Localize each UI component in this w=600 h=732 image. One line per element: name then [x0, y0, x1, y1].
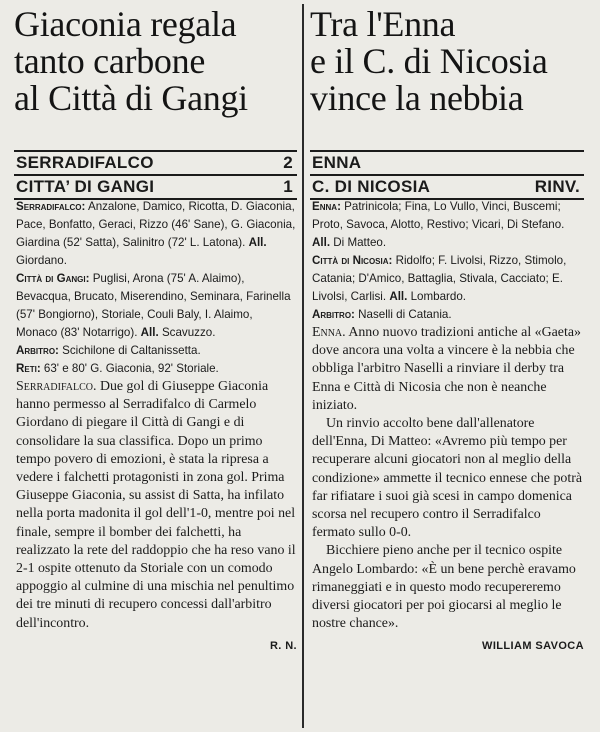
left-headline-line-1: Giaconia regala — [14, 4, 237, 44]
right-away-score: RINV. — [534, 177, 580, 196]
left-home-coach-label: All. — [248, 236, 267, 249]
right-home-coach: Di Matteo. — [330, 236, 387, 249]
left-home-lineup-label: Serradifalco: — [16, 200, 86, 213]
right-away-lineup-text: Ridolfo; F. Livolsi, Rizzo, Stimolo, Catania; D'Amico, Battaglia, Stivala, Cacciato; E. Livolsi, Carlisi. — [312, 254, 567, 303]
right-home-lineup-label: Enna: — [312, 200, 341, 213]
right-headline — [310, 6, 584, 117]
left-article-body — [16, 378, 297, 633]
left-match-details — [16, 198, 297, 655]
right-scoreboard — [310, 150, 584, 200]
right-article-paragraph-3: Bicchiere pieno anche per il tecnico ospite Angelo Lombardo: «È un bene perchè eravamo rimaneggiati e in questo modo recupereremo diversi giocatori per poi giocarsi al meglio le nostre chance». — [312, 543, 576, 632]
left-article — [14, 0, 297, 732]
left-away-lineup-text: Puglisi, Arona (75' A. Alaimo), Bevacqua, Brucato, Miserendino, Seminara, Farinella (57' Bongiorno), Storiale, Couli Baly, I. Alaimo, Monaco (83' Notarrigo). — [16, 272, 291, 339]
right-headline-line-3: vince la nebbia — [310, 78, 524, 118]
right-article — [310, 0, 584, 732]
right-home-lineup-text: Patrinicola; Fina, Lo Vullo, Vinci, Buscemi; Proto, Savoca, Alotto, Restivo; Vicari, Di Stefano. — [312, 200, 565, 231]
right-signature: WILLIAM SAVOCA — [482, 640, 584, 653]
left-referee-label: Arbitro: — [16, 344, 59, 357]
left-scoreboard — [14, 150, 297, 200]
left-away-row — [14, 174, 297, 200]
left-home-lineup-text: Anzalone, Damico, Ricotta, D. Giaconia, Pace, Bonfatto, Geraci, Rizzo (46' Sane), G. Giaconia, Giardina (52' Satta), Salinitro (72' L. Latona). — [16, 200, 296, 249]
right-home-lineup — [312, 198, 584, 252]
left-away-team: CITTA’ DI GANGI — [16, 177, 155, 196]
right-away-row — [310, 174, 584, 200]
left-article-lead: Serradifalco. — [16, 379, 97, 394]
left-headline-line-3: al Città di Gangi — [14, 78, 248, 118]
left-away-coach: Scavuzzo. — [158, 326, 216, 339]
left-referee-text: Scichilone di Caltanissetta. — [58, 344, 201, 357]
right-article-lead: Enna. — [312, 325, 346, 340]
right-article-text-1: Anno nuovo tradizioni antiche al «Gaeta» dove ancora una volta a vincere è la nebbia che obbliga l'arbitro Naselli a rinviare il derby tra Enna e Città di Nicosia che non è neanche iniziato. — [312, 325, 581, 413]
right-referee — [312, 306, 584, 324]
right-home-team: ENNA — [312, 153, 362, 172]
left-away-lineup-label: Città di Gangi: — [16, 272, 90, 285]
left-signature: R. N. — [269, 639, 297, 652]
left-referee — [16, 342, 297, 360]
left-home-score: 2 — [283, 153, 293, 172]
left-away-lineup — [16, 270, 297, 342]
right-article-paragraph-1 — [312, 324, 584, 415]
left-away-score: 1 — [283, 177, 293, 196]
right-away-lineup — [312, 252, 584, 306]
right-referee-label: Arbitro: — [312, 308, 355, 321]
left-article-text: Due gol di Giuseppe Giaconia hanno permesso al Serradifalco di Carmelo Giordano di piegare il Città di Gangi e di consolidare la sua classifica. Dopo un primo tempo povero di emozioni, è stata la ripresa a vedere i falchetti protagonisti in zona gol. Prima Giuseppe Giaconia, su assist di Satta, ha infilato nella porta madonita il gol dell'1-0, mentre poi nel finale, sempre il bomber dei falchetti, ha realizzato la rete del raddoppio che ha reso vano il 2-1 ospite ottenuto da Storiale con un comodo appoggio al culmine di una mischia nel penultimo dei tre minuti di recupero concessi dall'arbitro dell'incontro. — [16, 379, 296, 631]
left-headline-line-2: tanto carbone — [14, 41, 206, 81]
right-away-lineup-label: Città di Nicosia: — [312, 254, 393, 267]
right-headline-line-1: Tra l'Enna — [310, 4, 456, 44]
left-goals — [16, 360, 297, 378]
right-match-details — [312, 198, 584, 655]
right-headline-line-2: e il C. di Nicosia — [310, 41, 548, 81]
right-home-score — [580, 152, 584, 174]
left-headline — [14, 6, 297, 117]
left-away-coach-label: All. — [140, 326, 159, 339]
left-goals-label: Reti: — [16, 362, 41, 375]
right-away-team: C. DI NICOSIA — [312, 177, 431, 196]
left-home-lineup — [16, 198, 297, 270]
right-away-coach: Lombardo. — [407, 290, 467, 303]
right-article-paragraph-2: Un rinvio accolto bene dall'allenatore dell'Enna, Di Matteo: «Avremo più tempo per recuperare alcuni giocatori non al meglio della condizione» ammette il tecnico ennese che potrà far rifiatare i suoi già scesi in campo domenica scorsa nel recupero contro il Serradifalco fermato sullo 0-0. — [312, 416, 582, 541]
right-home-coach-label: All. — [312, 236, 331, 249]
right-home-row — [310, 150, 584, 174]
left-home-coach: Giordano. — [16, 254, 67, 267]
column-divider — [302, 4, 304, 728]
left-goals-text: 63' e 80' G. Giaconia, 92' Storiale. — [40, 362, 219, 375]
right-referee-text: Naselli di Catania. — [354, 308, 452, 321]
left-home-row — [14, 150, 297, 174]
right-away-coach-label: All. — [389, 290, 408, 303]
left-home-team: SERRADIFALCO — [16, 153, 154, 172]
